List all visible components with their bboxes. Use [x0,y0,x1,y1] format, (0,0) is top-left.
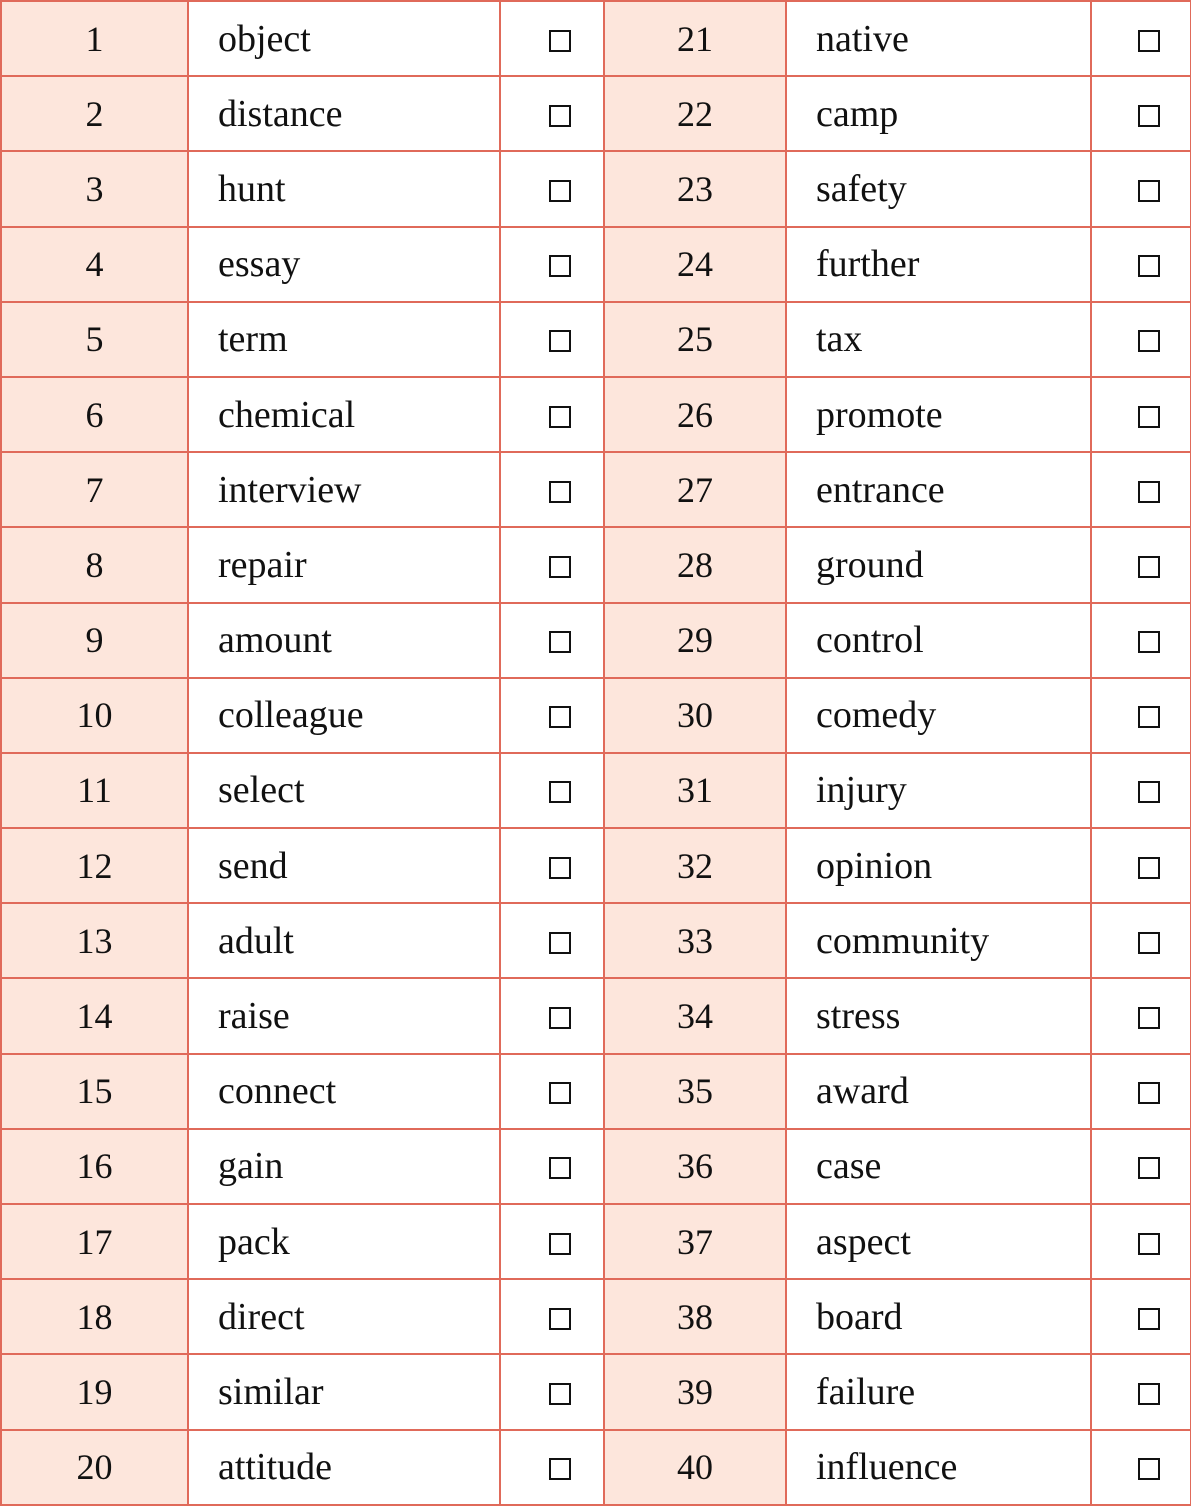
table-row [1,227,1191,302]
checkbox-cell [500,828,604,903]
table-row [1,76,1191,151]
word-number: 12 [1,828,188,903]
vocabulary-word: influence [786,1430,1091,1505]
table-row [1,828,1191,903]
vocabulary-word: injury [786,753,1091,828]
word-number: 8 [1,527,188,602]
word-number: 21 [604,1,786,76]
checkbox-icon[interactable] [549,255,571,277]
checkbox-icon[interactable] [1138,180,1160,202]
word-number: 27 [604,452,786,527]
word-number: 22 [604,76,786,151]
word-number: 40 [604,1430,786,1505]
vocabulary-word: camp [786,76,1091,151]
table-row [1,151,1191,226]
checkbox-cell [500,903,604,978]
table-row [1,452,1191,527]
word-number: 9 [1,603,188,678]
checkbox-icon[interactable] [1138,105,1160,127]
word-number: 19 [1,1354,188,1429]
checkbox-cell [500,302,604,377]
table-row [1,302,1191,377]
table-row [1,1354,1191,1429]
checkbox-cell [500,1,604,76]
checkbox-icon[interactable] [1138,631,1160,653]
table-row [1,377,1191,452]
vocabulary-word: object [188,1,500,76]
word-number: 30 [604,678,786,753]
word-number: 20 [1,1430,188,1505]
vocabulary-word: essay [188,227,500,302]
checkbox-cell [1091,1054,1191,1129]
checkbox-icon[interactable] [549,1458,571,1480]
checkbox-icon[interactable] [1138,406,1160,428]
checkbox-icon[interactable] [1138,1007,1160,1029]
checkbox-icon[interactable] [1138,706,1160,728]
word-number: 28 [604,527,786,602]
vocabulary-word: case [786,1129,1091,1204]
checkbox-icon[interactable] [1138,1233,1160,1255]
checkbox-cell [1091,1204,1191,1279]
checkbox-icon[interactable] [549,1233,571,1255]
table-row [1,678,1191,753]
table-row [1,527,1191,602]
word-number: 7 [1,452,188,527]
checkbox-icon[interactable] [549,105,571,127]
vocabulary-word: direct [188,1279,500,1354]
checkbox-cell [1091,1,1191,76]
checkbox-cell [1091,527,1191,602]
vocabulary-word: community [786,903,1091,978]
checkbox-icon[interactable] [549,1157,571,1179]
vocabulary-table-body [1,1,1191,1505]
checkbox-cell [500,1054,604,1129]
vocabulary-word: gain [188,1129,500,1204]
vocabulary-word: entrance [786,452,1091,527]
checkbox-cell [1091,1354,1191,1429]
checkbox-cell [500,603,604,678]
checkbox-icon[interactable] [549,481,571,503]
checkbox-cell [1091,452,1191,527]
checkbox-cell [1091,903,1191,978]
checkbox-cell [500,1354,604,1429]
checkbox-icon[interactable] [549,406,571,428]
checkbox-icon[interactable] [549,857,571,879]
checkbox-cell [1091,828,1191,903]
word-number: 6 [1,377,188,452]
checkbox-cell [500,527,604,602]
table-row [1,1054,1191,1129]
word-number: 3 [1,151,188,226]
checkbox-icon[interactable] [549,30,571,52]
checkbox-icon[interactable] [549,1007,571,1029]
checkbox-icon[interactable] [1138,1308,1160,1330]
vocabulary-word: colleague [188,678,500,753]
checkbox-icon[interactable] [1138,30,1160,52]
word-number: 18 [1,1279,188,1354]
checkbox-cell [1091,151,1191,226]
vocabulary-word: promote [786,377,1091,452]
vocabulary-word: raise [188,978,500,1053]
checkbox-cell [1091,678,1191,753]
checkbox-icon[interactable] [549,1383,571,1405]
vocabulary-word: interview [188,452,500,527]
table-row [1,603,1191,678]
word-number: 34 [604,978,786,1053]
word-number: 5 [1,302,188,377]
vocabulary-word: amount [188,603,500,678]
word-number: 14 [1,978,188,1053]
checkbox-icon[interactable] [549,1082,571,1104]
word-number: 23 [604,151,786,226]
table-row [1,1430,1191,1505]
checkbox-cell [1091,302,1191,377]
vocabulary-word: chemical [188,377,500,452]
checkbox-icon[interactable] [1138,857,1160,879]
checkbox-cell [500,1279,604,1354]
checkbox-cell [500,1204,604,1279]
table-row [1,1204,1191,1279]
table-row [1,903,1191,978]
word-number: 15 [1,1054,188,1129]
checkbox-icon[interactable] [1138,255,1160,277]
checkbox-icon[interactable] [1138,1157,1160,1179]
vocabulary-word: stress [786,978,1091,1053]
word-number: 33 [604,903,786,978]
vocabulary-word: tax [786,302,1091,377]
vocabulary-word: failure [786,1354,1091,1429]
checkbox-icon[interactable] [549,330,571,352]
vocabulary-word: attitude [188,1430,500,1505]
checkbox-icon[interactable] [549,180,571,202]
word-number: 26 [604,377,786,452]
vocabulary-word: hunt [188,151,500,226]
word-number: 16 [1,1129,188,1204]
word-number: 37 [604,1204,786,1279]
vocabulary-word: native [786,1,1091,76]
vocabulary-word: adult [188,903,500,978]
checkbox-icon[interactable] [549,932,571,954]
table-row [1,1279,1191,1354]
checkbox-icon[interactable] [1138,1383,1160,1405]
checkbox-cell [1091,603,1191,678]
vocabulary-word: pack [188,1204,500,1279]
vocabulary-word: connect [188,1054,500,1129]
vocabulary-word: control [786,603,1091,678]
checkbox-cell [500,377,604,452]
checkbox-cell [1091,1129,1191,1204]
checkbox-icon[interactable] [549,706,571,728]
word-number: 36 [604,1129,786,1204]
vocabulary-word: term [188,302,500,377]
vocabulary-word: further [786,227,1091,302]
vocabulary-word: aspect [786,1204,1091,1279]
checkbox-cell [500,1129,604,1204]
checkbox-cell [500,678,604,753]
checkbox-cell [500,1430,604,1505]
checkbox-icon[interactable] [1138,781,1160,803]
vocabulary-word: send [188,828,500,903]
word-number: 10 [1,678,188,753]
word-number: 4 [1,227,188,302]
checkbox-cell [500,452,604,527]
vocabulary-word: ground [786,527,1091,602]
checkbox-cell [500,753,604,828]
word-number: 31 [604,753,786,828]
vocabulary-word: comedy [786,678,1091,753]
vocabulary-word: similar [188,1354,500,1429]
checkbox-icon[interactable] [549,781,571,803]
word-number: 1 [1,1,188,76]
checkbox-cell [1091,978,1191,1053]
vocabulary-word: select [188,753,500,828]
checkbox-icon[interactable] [1138,330,1160,352]
vocabulary-word: safety [786,151,1091,226]
checkbox-cell [500,76,604,151]
vocabulary-word: board [786,1279,1091,1354]
table-row [1,1,1191,76]
word-number: 39 [604,1354,786,1429]
checkbox-icon[interactable] [1138,1082,1160,1104]
word-number: 29 [604,603,786,678]
checkbox-cell [1091,76,1191,151]
vocabulary-word: distance [188,76,500,151]
checkbox-cell [1091,227,1191,302]
word-number: 25 [604,302,786,377]
checkbox-cell [1091,1430,1191,1505]
table-row [1,978,1191,1053]
checkbox-cell [1091,753,1191,828]
table-row [1,1129,1191,1204]
checkbox-cell [1091,377,1191,452]
word-number: 2 [1,76,188,151]
word-number: 38 [604,1279,786,1354]
checkbox-icon[interactable] [1138,556,1160,578]
checkbox-icon[interactable] [1138,481,1160,503]
word-number: 17 [1,1204,188,1279]
word-number: 24 [604,227,786,302]
checkbox-icon[interactable] [549,556,571,578]
word-number: 32 [604,828,786,903]
checkbox-cell [1091,1279,1191,1354]
checkbox-icon[interactable] [1138,932,1160,954]
vocabulary-word: opinion [786,828,1091,903]
checkbox-cell [500,227,604,302]
checkbox-icon[interactable] [549,631,571,653]
word-number: 13 [1,903,188,978]
checkbox-icon[interactable] [1138,1458,1160,1480]
vocabulary-word: repair [188,527,500,602]
table-row [1,753,1191,828]
checkbox-cell [500,978,604,1053]
checkbox-icon[interactable] [549,1308,571,1330]
checkbox-cell [500,151,604,226]
word-number: 11 [1,753,188,828]
vocabulary-word: award [786,1054,1091,1129]
word-number: 35 [604,1054,786,1129]
